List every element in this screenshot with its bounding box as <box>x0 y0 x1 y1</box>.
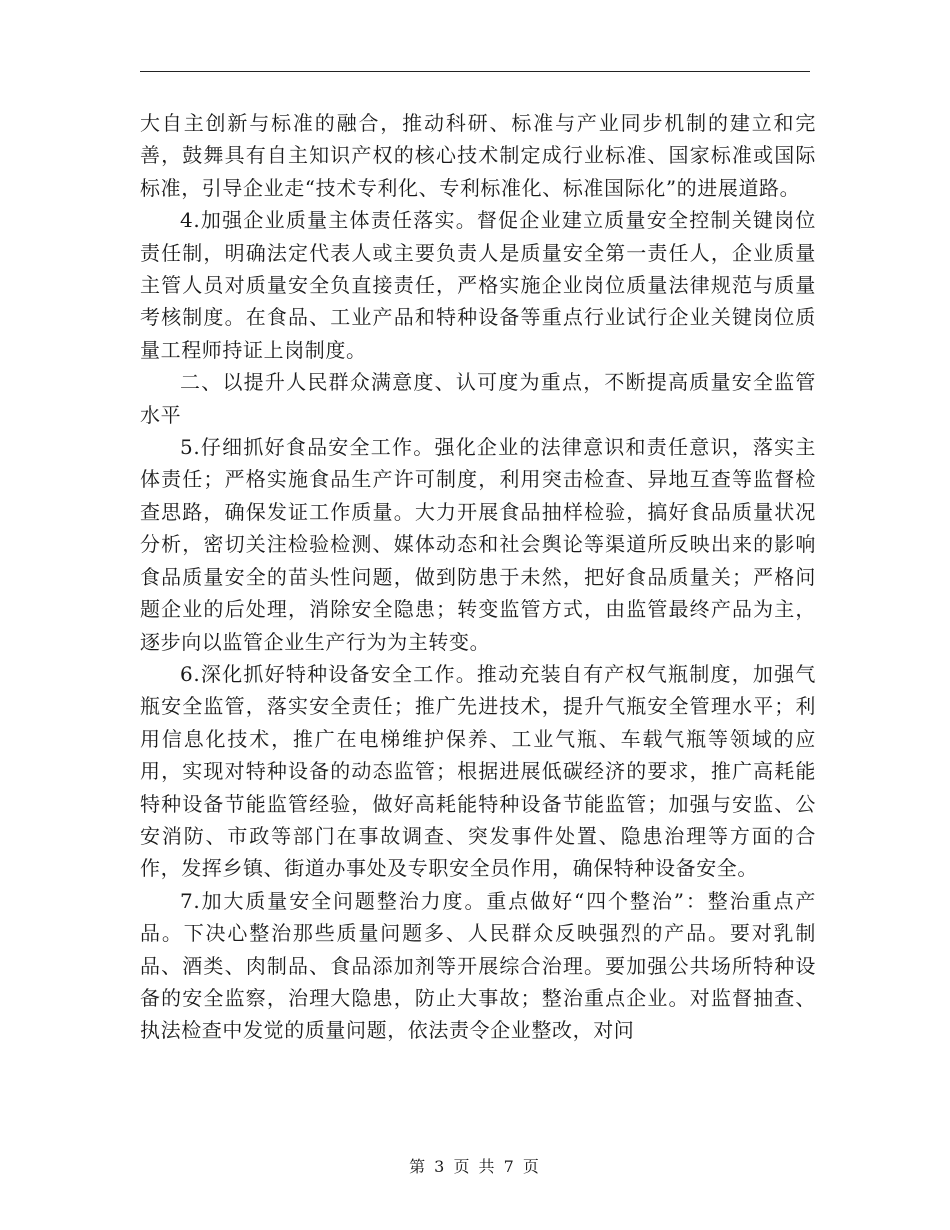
page-footer: 第 3 页 共 7 页 <box>409 1157 541 1176</box>
paragraph-item-6: 6.深化抓好特种设备安全工作。推动充装自有产权气瓶制度，加强气瓶安全监管，落实安全责任；推广先进技术，提升气瓶安全管理水平；利用信息化技术，推广在电梯维护保养、工业气瓶、车载气瓶等领域的应用，实现对特种设备的动态监管；根据进展低碳经济的要求，推广高耗能特种设备节能监管经验，做好高耗能特种设备节能监管；加强与安监、公安消防、市政等部门在事故调查、突发事件处置、隐患治理等方面的合作，发挥乡镇、街道办事处及专职安全员作用，确保特种设备安全。 <box>140 661 816 881</box>
document-body <box>140 107 816 1047</box>
paragraph-item-4: 4.加强企业质量主体责任落实。督促企业建立质量安全控制关键岗位责任制，明确法定代表人或主要负责人是质量安全第一责任人，企业质量主管人员对质量安全负直接责任，严格实施企业岗位质量法律规范与质量考核制度。在食品、工业产品和特种设备等重点行业试行企业关键岗位质量工程师持证上岗制度。 <box>140 208 816 362</box>
header-rule <box>140 71 810 72</box>
paragraph-continuation: 大自主创新与标准的融合，推动科研、标准与产业同步机制的建立和完善，鼓舞具有自主知识产权的核心技术制定成行业标准、国家标准或国际标准，引导企业走“技术专利化、专利标准化、标准国际化”的进展道路。 <box>140 111 816 200</box>
section-heading-2: 二、以提升人民群众满意度、认可度为重点，不断提高质量安全监管水平 <box>140 370 816 427</box>
paragraph-item-7: 7.加大质量安全问题整治力度。重点做好“四个整治”：整治重点产品。下决心整治那些质量问题多、人民群众反映强烈的产品。要对乳制品、酒类、肉制品、食品添加剂等开展综合治理。要加强公共场所特种设备的安全监察，治理大隐患，防止大事故；整治重点企业。对监督抽查、执法检查中发觉的质量问题，依法责令企业整改，对问 <box>140 888 816 1043</box>
paragraph-item-5: 5.仔细抓好食品安全工作。强化企业的法律意识和责任意识，落实主体责任；严格实施食品生产许可制度，利用突击检查、异地互查等监督检查思路，确保发证工作质量。大力开展食品抽样检验，搞好食品质量状况分析，密切关注检验检测、媒体动态和社会舆论等渠道所反映出来的影响食品质量安全的苗头性问题，做到防患于未然，把好食品质量关；严格问题企业的后处理，消除安全隐患；转变监管方式，由监管最终产品为主，逐步向以监管企业生产行为为主转变。 <box>140 435 816 654</box>
